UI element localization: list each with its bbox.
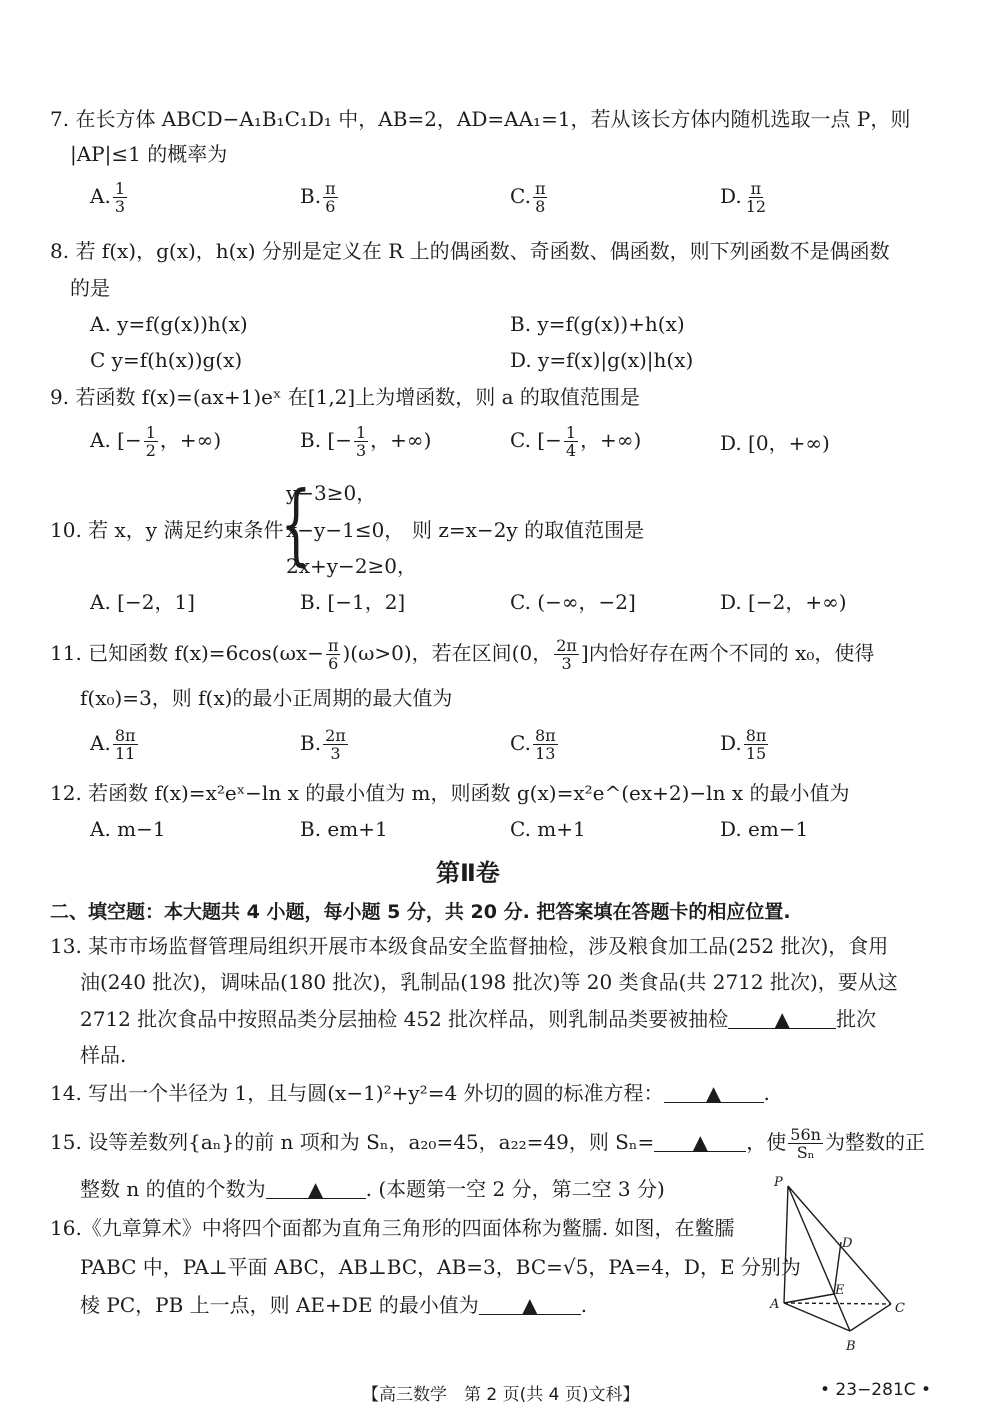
q7-stem-line2: |AP|≤1 的概率为	[70, 142, 228, 166]
segment-ae	[784, 1294, 834, 1303]
label-b: B	[846, 1339, 856, 1354]
q10-option-b: B. [−1，2]	[300, 590, 406, 614]
label-e: E	[835, 1283, 845, 1298]
label-d: D	[842, 1236, 853, 1251]
label-a: A	[770, 1297, 780, 1312]
q12-option-d: D. em−1	[720, 817, 809, 841]
q12-option-c: C. m+1	[510, 817, 586, 841]
q15-line2: 整数 n 的值的个数为 ▲ . (本题第一空 2 分，第二空 3 分)	[80, 1177, 665, 1201]
label-p: P	[774, 1175, 783, 1190]
q10-option-d: D. [−2，+∞)	[720, 590, 847, 614]
q13-line3: 2712 批次食品中按照品类分层抽检 452 批次样品，则乳制品类要被抽检 ▲ 批次	[80, 1007, 877, 1031]
q10-stem-pre: 10. 若 x，y 满足约束条件	[50, 518, 284, 542]
q11-option-d: D. $\frac{8\pi}{15}$	[720, 726, 767, 763]
constraint-brace: {	[280, 472, 312, 575]
q11-option-a: A. $\frac{8\pi}{11}$	[90, 726, 136, 763]
q14-line: 14. 写出一个半径为 1，且与圆(x−1)²+y²=4 外切的圆的标准方程： ▲ .	[50, 1081, 770, 1105]
q11-option-b: B. $\frac{2\pi}{3}$	[300, 726, 346, 763]
q13-answer-blank[interactable]: ▲	[728, 1006, 836, 1029]
tetrahedron-figure	[760, 1172, 920, 1357]
q9-option-a: A. [− $\frac{1}{2}$ ，+∞)	[90, 423, 222, 460]
section2-instructions: 二、填空题：本大题共 4 小题，每小题 5 分，共 20 分. 把答案填在答题卡的相应位置.	[50, 901, 791, 923]
q7-option-d: D. $\frac{\pi}{12}$	[720, 179, 767, 216]
edge-bc	[850, 1304, 891, 1331]
q8-stem-line1: 8. 若 f(x)，g(x)，h(x) 分别是定义在 R 上的偶函数、奇函数、偶函数，则下列函数不是偶函数	[50, 239, 890, 263]
footer-code: • 23−281C •	[820, 1380, 932, 1400]
q8-option-b: B. y=f(g(x))+h(x)	[510, 312, 685, 336]
q16-line3: 棱 PC，PB 上一点，则 AE+DE 的最小值为 ▲ .	[80, 1293, 588, 1317]
q16-line2: PABC 中，PA⊥平面 ABC，AB⊥BC，AB=3，BC=√5，PA=4，D，E 分别为	[80, 1255, 801, 1279]
q15-line1: 15. 设等差数列{aₙ}的前 n 项和为 Sₙ，a₂₀=45，a₂₂=49，则 Sₙ= ▲ ，使 $\frac{56n}{\text{Sₙ}}$ 为整数的正	[50, 1125, 925, 1162]
q12-stem: 12. 若函数 f(x)=x²eˣ−ln x 的最小值为 m，则函数 g(x)=x²e^(ex+2)−ln x 的最小值为	[50, 781, 850, 805]
q11-stem-line1: 11. 已知函数 f(x)=6cos(ωx− $\frac{\pi}{6}$ )(ω>0)，若在区间(0， $\frac{2\pi}{3}$ ]内恰好存在两个不同的 x₀，使得	[50, 636, 875, 673]
q9-option-b: B. [− $\frac{1}{3}$ ，+∞)	[300, 423, 432, 460]
q16-line1: 16.《九章算术》中将四个面都为直角三角形的四面体称为鳖臑. 如图，在鳖臑	[50, 1216, 735, 1240]
q7-option-a: A. $\frac{1}{3}$	[90, 179, 125, 216]
q9-option-c: C. [− $\frac{1}{4}$ ，+∞)	[510, 423, 642, 460]
edge-pa	[784, 1186, 788, 1303]
q8-option-a: A. y=f(g(x))h(x)	[90, 312, 248, 336]
q10-option-c: C. (−∞，−2]	[510, 590, 636, 614]
q7-option-b: B. $\frac{\pi}{6}$	[300, 179, 336, 216]
q9-stem: 9. 若函数 f(x)=(ax+1)eˣ 在[1,2]上为增函数，则 a 的取值范围是	[50, 385, 640, 409]
label-c: C	[895, 1301, 905, 1316]
q14-answer-blank[interactable]: ▲	[664, 1080, 764, 1103]
q10-constraint-2: x−y−1≤0，	[286, 518, 405, 542]
q15-answer-blank-2[interactable]: ▲	[266, 1176, 366, 1199]
q7-stem-line1: 7. 在长方体 ABCD−A₁B₁C₁D₁ 中，AB=2，AD=AA₁=1，若从该长方体内随机选取一点 P，则	[50, 107, 911, 131]
q13-line2: 油(240 批次)，调味品(180 批次)，乳制品(198 批次)等 20 类食品(共 2712 批次)，要从这	[80, 970, 898, 994]
q11-stem-line2: f(x₀)=3，则 f(x)的最小正周期的最大值为	[80, 686, 453, 710]
q9-option-d: D. [0，+∞)	[720, 431, 830, 455]
q13-line1: 13. 某市市场监督管理局组织开展市本级食品安全监督抽检，涉及粮食加工品(252 批次)，食用	[50, 934, 889, 958]
footer-page-info: 【高三数学 第 2 页(共 4 页)文科】	[362, 1385, 640, 1405]
part2-title: 第Ⅱ卷	[436, 859, 500, 887]
q8-option-d: D. y=f(x)|g(x)|h(x)	[510, 348, 694, 372]
q15-answer-blank-1[interactable]: ▲	[654, 1129, 746, 1152]
q16-answer-blank[interactable]: ▲	[479, 1292, 581, 1315]
q10-constraint-1: y−3≥0，	[286, 481, 377, 505]
q13-line4: 样品.	[80, 1043, 127, 1067]
q10-stem-post: 则 z=x−2y 的取值范围是	[412, 518, 645, 542]
q11-option-c: C. $\frac{8\pi}{13}$	[510, 726, 556, 763]
q12-option-b: B. em+1	[300, 817, 388, 841]
q10-option-a: A. [−2，1]	[90, 590, 195, 614]
q8-stem-line2: 的是	[70, 276, 110, 300]
q8-option-c: C y=f(h(x))g(x)	[90, 348, 243, 372]
q7-option-c: C. $\frac{\pi}{8}$	[510, 179, 546, 216]
q12-option-a: A. m−1	[90, 817, 166, 841]
q10-constraint-3: 2x+y−2≥0，	[286, 554, 418, 578]
